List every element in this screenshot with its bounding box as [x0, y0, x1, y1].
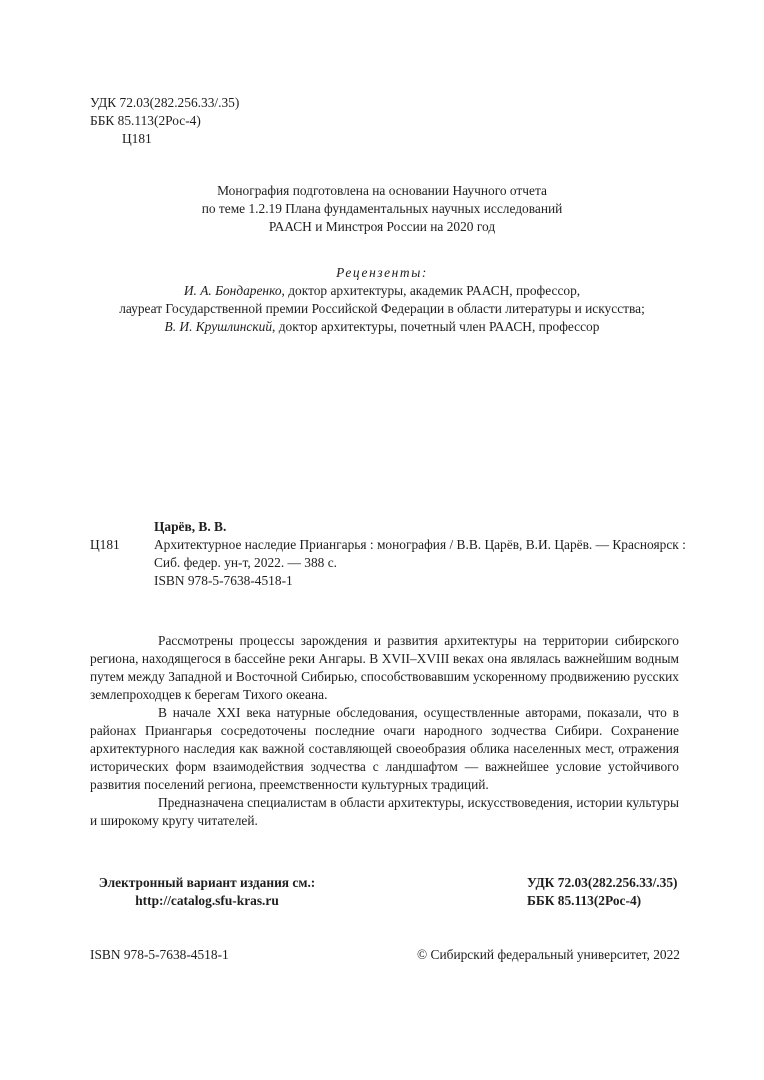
catalog-title-line: Архитектурное наследие Приангарья : монография / В.В. Царёв, В.И. Царёв. — Красноярск : [154, 537, 686, 552]
preface-line: по теме 1.2.19 Плана фундаментальных научных исследований [201, 201, 563, 216]
electronic-label: Электронный вариант издания см.: [98, 875, 316, 890]
footer-isbn: ISBN 978-5-7638-4518-1 [90, 947, 229, 962]
reviewer-1-award: лауреат Государственной премии Российской Федерации в области литературы и искусства; [119, 301, 645, 316]
preface-line: Монография подготовлена на основании Научного отчета [217, 183, 547, 198]
catalog-publisher-line: Сиб. федер. ун-т, 2022. — 388 с. [154, 555, 337, 570]
catalog-isbn: ISBN 978-5-7638-4518-1 [154, 573, 293, 588]
bottom-udk: УДК 72.03(282.256.33/.35) [527, 875, 678, 890]
reviewer-2-credentials: , доктор архитектуры, почетный член РААСН, профессор [272, 319, 600, 334]
reviewer-1 [0, 282, 764, 300]
reviewer-2-name: В. И. Крушлинский [164, 319, 273, 334]
author-mark: Ц181 [122, 131, 152, 146]
abstract-paragraph: В начале XXI века натурные обследования, осуществленные авторами, показали, что в районах Приангарья сосредоточены последние очаги народного зодчества Сибири. Сохранение архитектурного наследия как важной составляющей своеобразия облика населенных мест, отражения исторических форм взаимодействия зодчества с ландшафтом — важнейшее условие устойчивого развития поселений региона, преемственности культурных традиций. [90, 705, 679, 792]
reviewers [0, 264, 764, 336]
preface [0, 182, 764, 236]
udk-code: УДК 72.03(282.256.33/.35) [90, 95, 240, 110]
abstract [90, 632, 679, 830]
electronic-version [90, 874, 324, 910]
reviewer-2 [0, 318, 764, 336]
catalog-description [90, 536, 690, 590]
abstract-paragraph: Предназначена специалистам в области архитектуры, искусствоведения, истории культуры и широкому кругу читателей. [90, 795, 679, 828]
reviewer-1-name: И. А. Бондаренко [183, 283, 282, 298]
bottom-classification [527, 874, 678, 910]
catalog-card [90, 518, 690, 590]
reviewer-1-credentials: , доктор архитектуры, академик РААСН, профессор, [281, 283, 581, 298]
catalog-author-mark: Ц181 [90, 537, 120, 552]
preface-line: РААСН и Минстроя России на 2020 год [268, 219, 496, 234]
catalog-author: Царёв, В. В. [154, 519, 227, 534]
copyright: © Сибирский федеральный университет, 2022 [417, 947, 680, 962]
abstract-paragraph: Рассмотрены процессы зарождения и развития архитектуры на территории сибирского региона, находящегося в бассейне реки Ангары. В XVII–XVIII веках она являлась важнейшим водным путем между Западной и Восточной Сибирью, способствовавшим ускоренному продвижению русских землепроходцев к берегам Тихого океана. [90, 633, 679, 702]
bottom-bbk: ББК 85.113(2Рос-4) [527, 893, 642, 908]
reviewers-heading: Рецензенты: [336, 265, 428, 280]
bbk-code: ББК 85.113(2Рос-4) [90, 113, 201, 128]
catalog-link[interactable]: http://catalog.sfu-kras.ru [135, 893, 279, 908]
